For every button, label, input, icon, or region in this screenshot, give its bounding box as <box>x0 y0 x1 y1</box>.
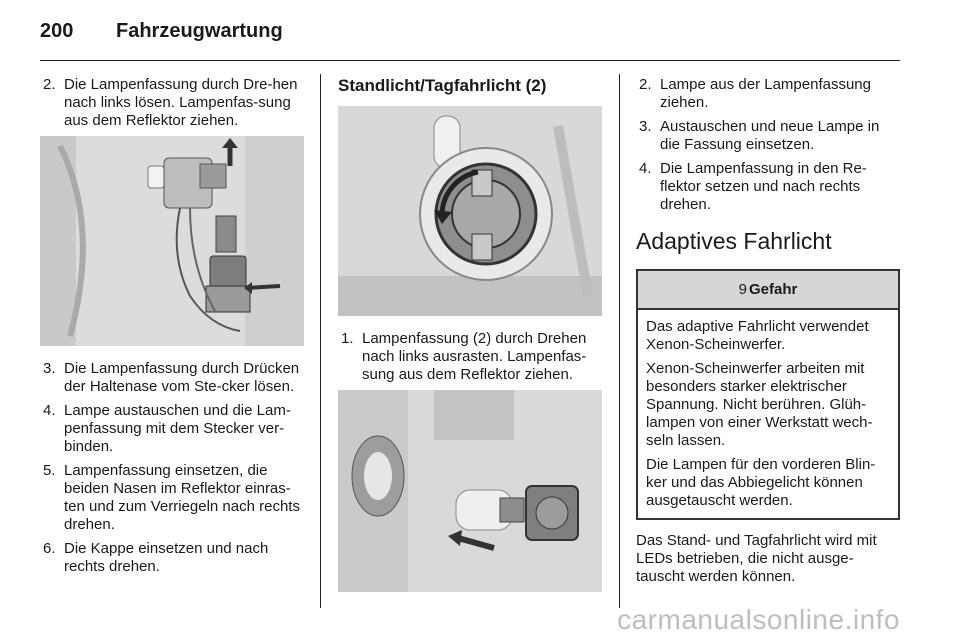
step-text: Lampe aus der Lampenfassung ziehen. <box>660 76 871 111</box>
list-item <box>338 330 604 384</box>
step-number: 4. <box>639 160 652 177</box>
steps-list-middle <box>338 330 604 384</box>
step-number: 2. <box>43 76 56 93</box>
list-item <box>40 462 304 534</box>
warning-body <box>638 310 898 518</box>
step-text: Lampe austauschen und die Lam-penfassung mit dem Stecker ver-binden. <box>64 402 291 455</box>
step-text: Lampenfassung einsetzen, die beiden Nasen im Reflektor einras-ten und zum Verriegeln nach rechts drehen. <box>64 462 300 533</box>
step-text: Die Lampenfassung durch Dre-hen nach links lösen. Lampenfas-sung aus dem Reflektor ziehen. <box>64 76 298 129</box>
warning-title: Gefahr <box>748 281 798 298</box>
steps-list-right <box>636 76 900 214</box>
header-rule <box>40 60 900 61</box>
list-item <box>40 76 304 130</box>
body-paragraph: Das Stand- und Tagfahrlicht wird mit LEDs betrieben, die nicht ausge-tauscht werden können. <box>636 532 877 585</box>
warning-paragraph: Die Lampen für den vorderen Blin-ker und das Abbiegelicht können ausgetauscht werden. <box>646 456 876 509</box>
step-number: 3. <box>43 360 56 377</box>
step-number: 6. <box>43 540 56 557</box>
steps-list-bottom <box>40 360 304 576</box>
warning-header <box>638 271 898 310</box>
step-number: 5. <box>43 462 56 479</box>
list-item <box>636 76 900 112</box>
socket-rotate-illustration <box>338 106 602 316</box>
step-text: Die Lampenfassung in den Re-flektor setzen und nach rechts drehen. <box>660 160 867 213</box>
column-middle <box>338 76 604 592</box>
section-heading-standlicht: Standlicht/Tagfahrlicht (2) <box>338 76 547 95</box>
column-divider-1 <box>320 74 321 608</box>
bulb-socket-illustration <box>40 136 304 346</box>
step-text: Die Lampenfassung durch Drücken der Haltenase vom Ste-cker lösen. <box>64 360 300 395</box>
step-text: Lampenfassung (2) durch Drehen nach links ausrasten. Lampenfas-sung aus dem Reflektor ziehen. <box>362 330 587 383</box>
column-left <box>40 76 304 582</box>
list-item <box>40 402 304 456</box>
section-heading-adaptives-fahrlicht: Adaptives Fahrlicht <box>636 228 832 254</box>
list-item <box>636 160 900 214</box>
warning-icon: 9 <box>738 281 747 298</box>
list-item <box>40 360 304 396</box>
step-text: Die Kappe einsetzen und nach rechts drehen. <box>64 540 269 575</box>
column-divider-2 <box>619 74 620 608</box>
step-number: 1. <box>341 330 354 347</box>
warning-paragraph: Xenon-Scheinwerfer arbeiten mit besonders starker elektrischer Spannung. Nicht berühren. Glüh-lampen von einer Werkstatt wech-seln lassen. <box>646 360 873 449</box>
watermark-text: carmanualsonline.info <box>617 604 900 635</box>
photo-bulb-removal <box>40 136 304 346</box>
column-right <box>636 76 900 586</box>
step-number: 2. <box>639 76 652 93</box>
bulb-pull-illustration <box>338 390 602 592</box>
warning-paragraph: Das adaptive Fahrlicht verwendet Xenon-Scheinwerfer. <box>646 318 869 353</box>
warning-box <box>636 269 900 520</box>
page-number: 200 <box>40 20 74 42</box>
list-item <box>636 118 900 154</box>
step-text: Austauschen und neue Lampe in die Fassung einsetzen. <box>660 118 880 153</box>
photo-bulb-pull <box>338 390 602 592</box>
page-title: Fahrzeugwartung <box>116 20 283 42</box>
photo-socket-rotate <box>338 106 602 316</box>
list-item <box>40 540 304 576</box>
steps-list-top <box>40 76 304 130</box>
step-number: 3. <box>639 118 652 135</box>
step-number: 4. <box>43 402 56 419</box>
